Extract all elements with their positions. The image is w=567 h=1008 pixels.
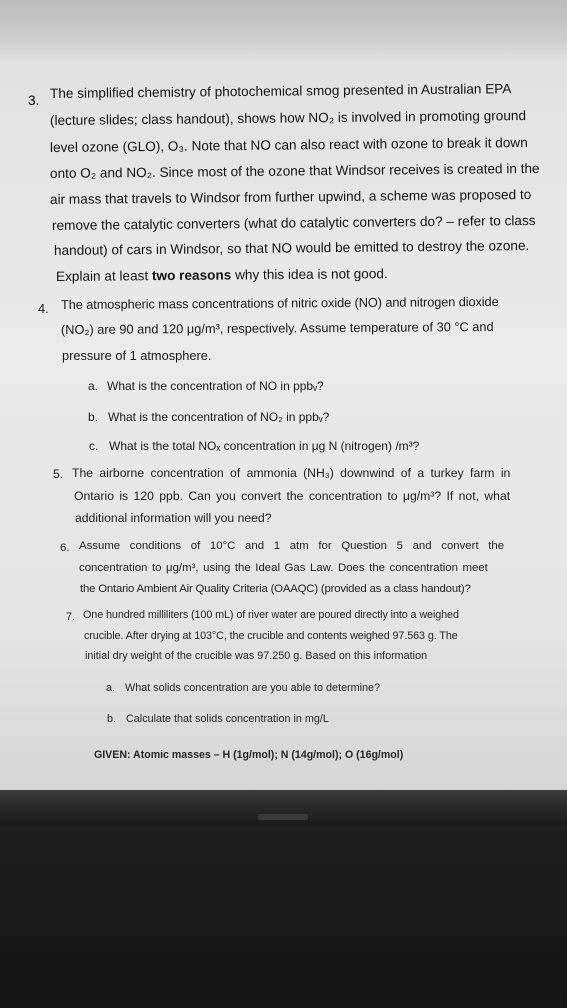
monitor-bezel [0,800,567,826]
q7-part-a: What solids concentration are you able to determine? [125,682,381,694]
q7-part-a-label: a. [106,682,116,694]
q4-part-a: What is the concentration of NO in ppbᵥ? [107,379,324,393]
page-shadow [0,0,567,60]
question-5-number: 5. [53,467,64,481]
q3-line-2: (lecture slides; class handout), shows how NO₂ is involved in promoting ground [49,108,527,128]
q5-line-3: additional information will you need? [75,511,272,525]
q5-line-2: Ontario is 120 ppb. Can you convert the concentration to μg/m³? If not, what [74,489,511,503]
q7-part-b-label: b. [107,713,117,725]
q3-line-1: The simplified chemistry of photochemical smog presented in Australian EPA [49,81,512,101]
q3-line-7: handout) of cars in Windsor, so that NO would be emitted to destroy the ozone. [53,238,530,258]
q4-line-3: pressure of 1 atmosphere. [62,348,212,363]
q4-line-2: (NO₂) are 90 and 120 μg/m³, respectively. Assume temperature of 30 °C and [60,318,494,337]
q3-line-4: onto O₂ and NO₂. Since most of the ozone that Windsor receives is created in the [49,160,540,181]
q5-line-1: The airborne concentration of ammonia (NH₃) downwind of a turkey farm in [72,466,511,480]
monitor-logo [258,814,308,820]
q7-line-3: initial dry weight of the crucible was 97.250 g. Based on this information [85,650,428,662]
q4-line-1: The atmospheric mass concentrations of nitric oxide (NO) and nitrogen dioxide [60,293,499,312]
q4-part-c-label: c. [89,439,99,453]
q3-line-6: remove the catalytic converters (what do catalytic converters do? – refer to class [51,212,536,233]
question-6-number: 6. [60,542,70,554]
q7-line-1: One hundred milliliters (100 mL) of river water are poured directly into a weighed [83,609,459,621]
q3-emphasis: two reasons [151,267,232,284]
q3-line-8-post: why this idea is not good. [231,266,388,283]
q7-part-b: Calculate that solids concentration in mg/L [126,713,329,725]
q4-part-c: What is the total NOₓ concentration in μg N (nitrogen) /m³? [109,439,420,453]
question-7-number: 7. [66,611,76,623]
question-4-number: 4. [38,301,49,316]
q7-line-2: crucible. After drying at 103°C, the crucible and contents weighed 97.563 g. The [84,630,458,642]
q4-part-b-label: b. [88,410,99,424]
q4-part-b: What is the concentration of NO₂ in ppbᵥ? [108,410,330,424]
q6-line-2: concentration to μg/m³, using the Ideal Gas Law. Does the concentration meet [79,562,488,574]
q6-line-1: Assume conditions of 10°C and 1 atm for Question 5 and convert the [79,540,505,552]
given-atomic-masses: GIVEN: Atomic masses – H (1g/mol); N (14g/mol); O (16g/mol) [94,749,404,761]
q3-line-8 [56,266,388,284]
q3-line-8-pre: Explain at least [55,268,153,284]
q3-line-3: level ozone (GLO), O₃. Note that NO can also react with ozone to break it down [49,134,528,155]
question-3-number: 3. [28,93,40,108]
q4-part-a-label: a. [88,379,99,393]
q6-line-3: the Ontario Ambient Air Quality Criteria (OAAQC) (provided as a class handout)? [80,583,471,595]
q3-line-5: air mass that travels to Windsor from further upwind, a scheme was proposed to [49,186,532,207]
